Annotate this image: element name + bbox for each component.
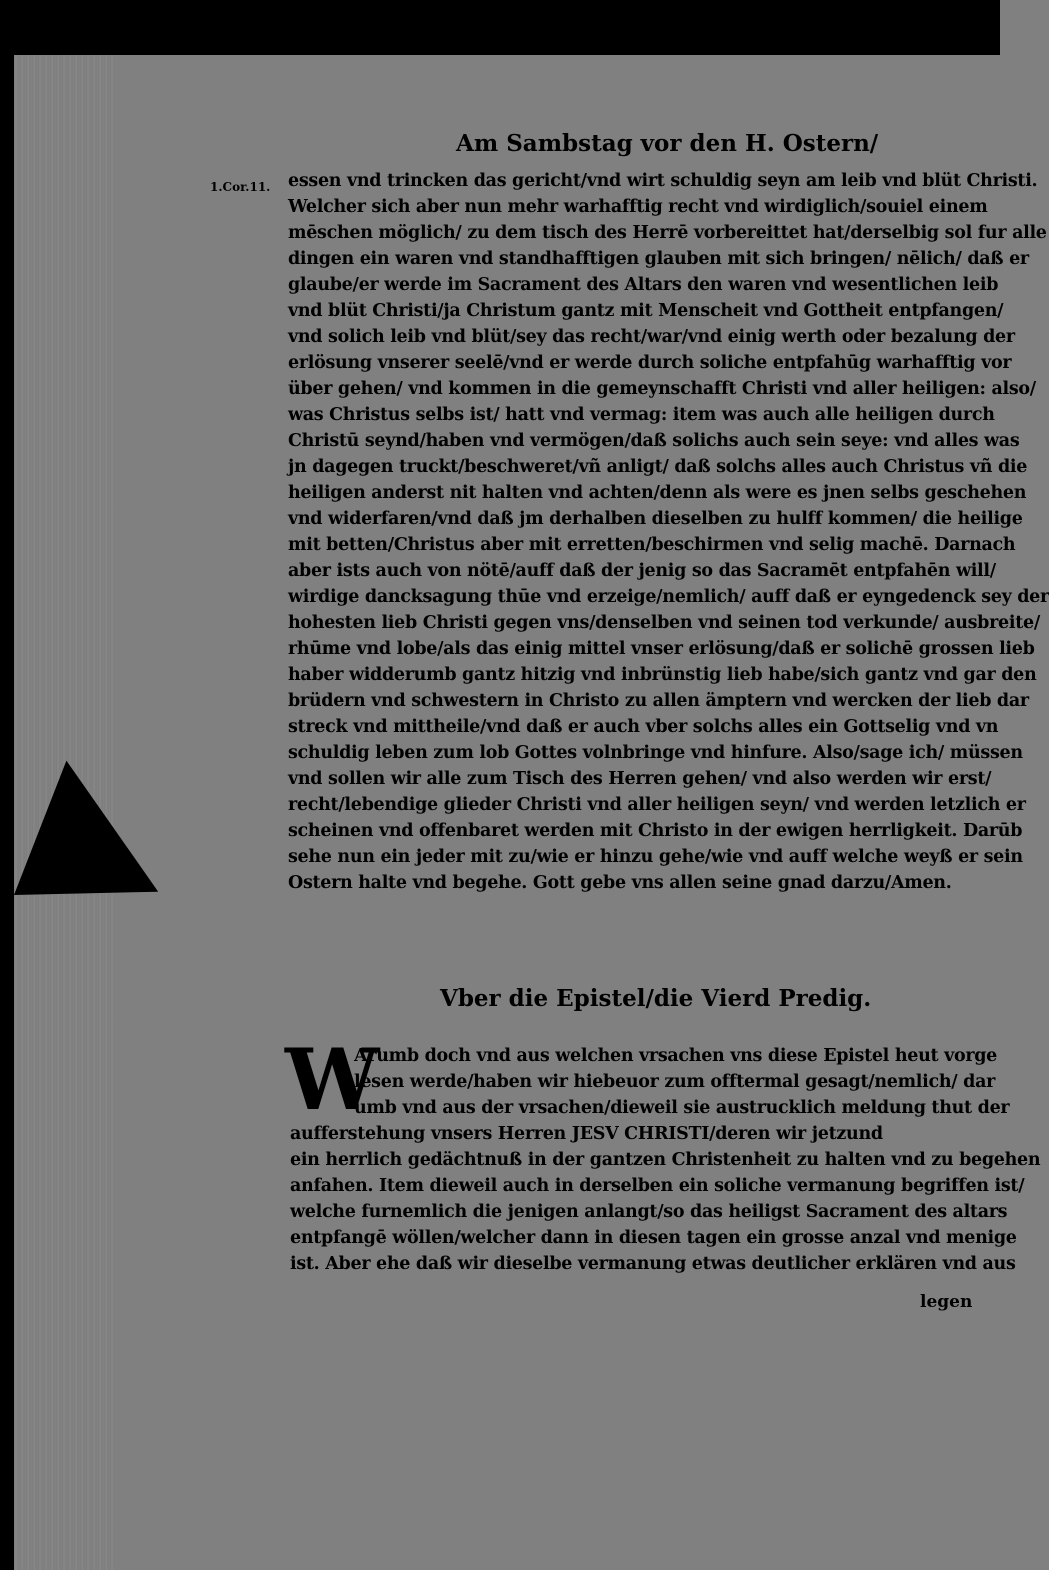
text-line: sehe nun ein jeder mit zu/wie er hinzu gehe/wie vnd auff welche weyß er sein xyxy=(288,847,1023,867)
text-line: umb vnd aus der vrsachen/dieweil sie austrucklich meldung thut der xyxy=(354,1098,1010,1118)
text-line: ist. Aber ehe daß wir dieselbe vermanung etwas deutlicher erklären vnd aus xyxy=(290,1254,1016,1274)
text-line: über gehen/ vnd kommen in die gemeynschafft Christi vnd aller heiligen: also/ xyxy=(288,379,1036,399)
text-line: jn dagegen truckt/beschweret/vñ anligt/ daß solchs alles auch Christus vñ die xyxy=(288,457,1028,477)
text-line: recht/lebendige glieder Christi vnd aller heiligen seyn/ vnd werden letzlich er xyxy=(288,795,1026,815)
text-line: mit betten/Christus aber mit erretten/beschirmen vnd selig machē. Darnach xyxy=(288,535,1016,555)
text-line: lesen werde/haben wir hiebeuor zum offtermal gesagt/nemlich/ dar xyxy=(354,1072,996,1092)
text-line: dingen ein waren vnd standhafftigen glauben mit sich bringen/ nēlich/ daß er xyxy=(288,249,1029,269)
text-line: scheinen vnd offenbaret werden mit Christo in der ewigen herrligkeit. Darūb xyxy=(288,821,1023,841)
text-line: essen vnd trincken das gericht/vnd wirt schuldig seyn am leib vnd blüt Christi. xyxy=(288,171,1038,191)
text-line: Arumb doch vnd aus welchen vrsachen vns diese Epistel heut vorge xyxy=(354,1046,998,1066)
text-line: anfahen. Item dieweil auch in derselben ein soliche vermanung begriffen ist/ xyxy=(290,1176,1025,1196)
text-line: rhūme vnd lobe/als das einig mittel vnser erlösung/daß er solichē grossen lieb xyxy=(288,639,1035,659)
text-line: wirdige dancksagung thūe vnd erzeige/nemlich/ auff daß er eyngedenck sey der xyxy=(288,587,1049,607)
text-line: entpfangē wöllen/welcher dann in diesen tagen ein grosse anzal vnd menige xyxy=(290,1228,1017,1248)
text-line: haber widderumb gantz hitzig vnd inbrünstig lieb habe/sich gantz vnd gar den xyxy=(288,665,1037,685)
text-line: schuldig leben zum lob Gottes volnbringe vnd hinfure. Also/sage ich/ müssen xyxy=(288,743,1023,763)
text-line: vnd solich leib vnd blüt/sey das recht/war/vnd einig werth oder bezalung der xyxy=(288,327,1015,347)
text-line: heiligen anderst nit halten vnd achten/denn als were es jnen selbs geschehen xyxy=(288,483,1027,503)
text-line: aufferstehung vnsers Herren JESV CHRISTI/deren wir jetzund xyxy=(290,1124,883,1144)
paragraph-1 xyxy=(288,168,1049,896)
text-line: vnd blüt Christi/ja Christum gantz mit Menscheit vnd Gottheit entpfangen/ xyxy=(288,301,1004,321)
paragraph-2 xyxy=(290,1043,1041,1277)
scan-top-border xyxy=(0,0,1000,55)
text-line: streck vnd mittheile/vnd daß er auch vber solchs alles ein Gottselig vnd vn xyxy=(288,717,999,737)
margin-reference: 1.Cor.11. xyxy=(210,180,271,194)
catchword: legen xyxy=(920,1292,973,1312)
text-line: Christū seynd/haben vnd vermögen/daß solichs auch sein seye: vnd alles was xyxy=(288,431,1020,451)
text-line: glaube/er werde im Sacrament des Altars den waren vnd wesentlichen leib xyxy=(288,275,999,295)
text-line: hohesten lieb Christi gegen vns/denselben vnd seinen tod verkunde/ ausbreite/ xyxy=(288,613,1040,633)
text-line: ein herrlich gedächtnuß in der gantzen Christenheit zu halten vnd zu begehen xyxy=(290,1150,1041,1170)
running-header: Am Sambstag vor den H. Ostern/ xyxy=(456,130,879,157)
text-line: Ostern halte vnd begehe. Gott gebe vns allen seine gnad darzu/Amen. xyxy=(288,873,952,893)
text-line: brüdern vnd schwestern in Christo zu allen ämptern vnd wercken der lieb dar xyxy=(288,691,1029,711)
text-line: mēschen möglich/ zu dem tisch des Herrē vorbereittet hat/derselbig sol fur alle xyxy=(288,223,1047,243)
text-line: was Christus selbs ist/ hatt vnd vermag: item was auch alle heiligen durch xyxy=(288,405,995,425)
text-line: vnd sollen wir alle zum Tisch des Herren gehen/ vnd also werden wir erst/ xyxy=(288,769,992,789)
text-line: welche furnemlich die jenigen anlangt/so das heiligst Sacrament des altars xyxy=(290,1202,1008,1222)
text-line: vnd widerfaren/vnd daß jm derhalben dieselben zu hulff kommen/ die heilige xyxy=(288,509,1023,529)
text-line: erlösung vnserer seelē/vnd er werde durch soliche entpfahūg warhafftig vor xyxy=(288,353,1012,373)
text-line: Welcher sich aber nun mehr warhafftig recht vnd wirdiglich/souiel einem xyxy=(288,197,988,217)
section-title: Vber die Epistel/die Vierd Predig. xyxy=(440,985,872,1012)
drop-initial: W xyxy=(285,1030,380,1129)
text-line: aber ists auch von nötē/auff daß der jenig so das Sacramēt entpfahēn will/ xyxy=(288,561,996,581)
